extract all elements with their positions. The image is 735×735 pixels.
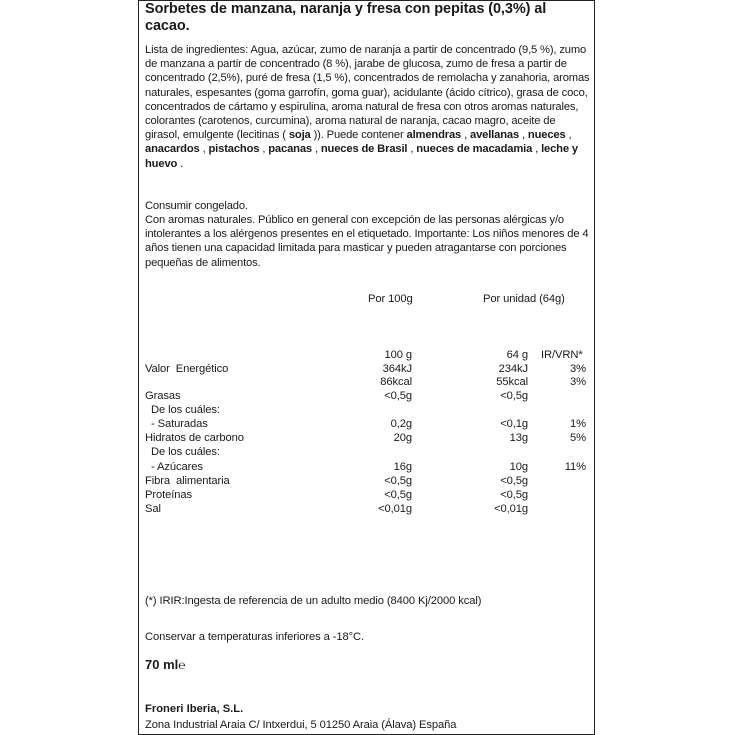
nutrition-value-unit: <0,5g	[500, 489, 528, 501]
allergen: anacardos	[145, 143, 200, 156]
nutrition-row-label: Valor Energético	[145, 363, 229, 375]
allergen: almendras	[406, 129, 462, 142]
nutrition-value-ir: 3%	[570, 363, 586, 375]
allergen: avellanas	[470, 129, 520, 142]
nutrition-row-label: De los cuáles:	[145, 404, 220, 416]
storage-note: Consumir congelado.	[145, 200, 248, 212]
nutrition-value-unit: 10g	[509, 461, 528, 473]
nutrition-value-100g: 20g	[393, 432, 412, 444]
nutrition-row-label: Fibra alimentaria	[145, 475, 230, 487]
ingredients-text: Lista de ingredientes: Agua, azúcar, zumo de naranja a partir de concentrado (9,5 %), zumo de manzana a partir de concentrado (8 %), jarabe de glucosa, zumo de fresa a partir de concentrado (2,5%), puré de fresa (1,5 %), concentrados de remolacha y zanahoria, aromas naturales, espesantes (goma garrofín, goma guar), acidulante (ácido cítrico), grasa de coco, concentrados de cártamo y espirulina, aroma natural de fresa con otros aromas naturales, colorantes (carotenos, curcumina), aroma natural de naranja, cacao magro, aceite de girasol, emulgente (lecitinas (	[145, 44, 590, 142]
nutrition-row-label: Hidratos de carbono	[145, 432, 244, 444]
ingredients-list: Lista de ingredientes: Agua, azúcar, zumo de naranja a partir de concentrado (9,5 %), zumo de manzana a partir de concentrado (8 %), jarabe de glucosa, zumo de fresa a partir de concentrado (2,5%), puré de fresa (1,5 %), concentrados de remolacha y zanahoria, aromas naturales, espesantes (goma garrofín, goma guar), acidulante (ácido cítrico), grasa de coco, concentrados de cártamo y espirulina, aroma natural de fresa con otros aromas naturales, colorantes (carotenos, curcumina), aroma natural de naranja, cacao magro, aceite de girasol, emulgente (lecitinas ( soja )). Puede contener almendras , avellanas , nueces , anacardos , pistachos , pacanas , nueces de Brasil , nueces de macadamia , leche y huevo .	[145, 44, 590, 170]
nutrition-value-unit: <0,01g	[494, 503, 528, 515]
nutrition-value-ir: 3%	[570, 376, 586, 388]
nutrition-value-ir: 1%	[570, 418, 586, 430]
allergen: pacanas	[268, 143, 312, 156]
col-header-unit: Por unidad (64g)	[483, 293, 565, 305]
may-contain-text: )). Puede contener	[310, 129, 407, 142]
allergen: nueces	[527, 129, 566, 142]
allergen: leche y huevo	[145, 143, 578, 170]
nutrition-value-100g: 0,2g	[390, 418, 412, 430]
qty-unit: 64 g	[506, 349, 528, 361]
nutrition-value-unit: 55kcal	[496, 376, 528, 388]
company-name: Froneri Iberia, S.L.	[145, 703, 244, 715]
nutrition-value-unit: <0,5g	[500, 475, 528, 487]
nutrition-value-unit: 13g	[509, 432, 528, 444]
product-title: Sorbetes de manzana, naranja y fresa con pepitas (0,3%) al cacao.	[145, 1, 547, 34]
nutrition-row-label: - Saturadas	[145, 418, 208, 430]
nutrition-row-label: Grasas	[145, 390, 181, 402]
volume-value: 70 ml	[145, 657, 179, 672]
allergen: nueces de macadamia	[416, 143, 533, 156]
nutrition-value-ir: 5%	[570, 432, 586, 444]
net-volume	[145, 657, 185, 672]
nutrition-value-100g: <0,5g	[384, 489, 412, 501]
allergen-soja: soja	[288, 129, 311, 142]
nutrition-value-ir: 11%	[564, 461, 586, 473]
nutrition-row-label: Sal	[145, 503, 161, 515]
qty-100g: 100 g	[384, 349, 412, 361]
company-address: Zona Industrial Araia C/ Intxerdui, 5 01250 Araia (Álava) España	[145, 719, 457, 731]
nutrition-row-label: - Azúcares	[145, 461, 203, 473]
footnote: (*) IRIR:Ingesta de referencia de un adulto medio (8400 Kj/2000 kcal)	[145, 595, 482, 607]
advice-text: Con aromas naturales. Público en general con excepción de las personas alérgicas y/o intolerantes a los alérgenos presentes en el etiquetado. Importante: Los niños menores de 4 años tienen una capacidad limitada para masticar y pueden atragantarse con porciones pequeñas de alimentos.	[145, 214, 589, 269]
nutrition-value-100g: <0,5g	[384, 390, 412, 402]
nutrition-value-100g: <0,5g	[384, 475, 412, 487]
col-header-ir: IR/VRN*	[541, 349, 583, 361]
nutrition-row-label: Proteínas	[145, 489, 192, 501]
nutrition-value-100g: 16g	[393, 461, 412, 473]
nutrition-value-100g: 364kJ	[382, 363, 412, 375]
allergen: nueces de Brasil	[320, 143, 408, 156]
nutrition-value-100g: <0,01g	[378, 503, 412, 515]
col-header-100g: Por 100g	[368, 293, 413, 305]
nutrition-row-label: De los cuáles:	[145, 446, 220, 458]
conservation-note: Conservar a temperaturas inferiores a -18°C.	[145, 631, 364, 643]
estimate-mark-icon: ℮	[178, 658, 186, 672]
nutrition-value-unit: <0,5g	[500, 390, 528, 402]
allergen: pistachos	[208, 143, 260, 156]
nutrition-value-unit: 234kJ	[498, 363, 528, 375]
nutrition-value-unit: <0,1g	[500, 418, 528, 430]
nutrition-value-100g: 86kcal	[380, 376, 412, 388]
